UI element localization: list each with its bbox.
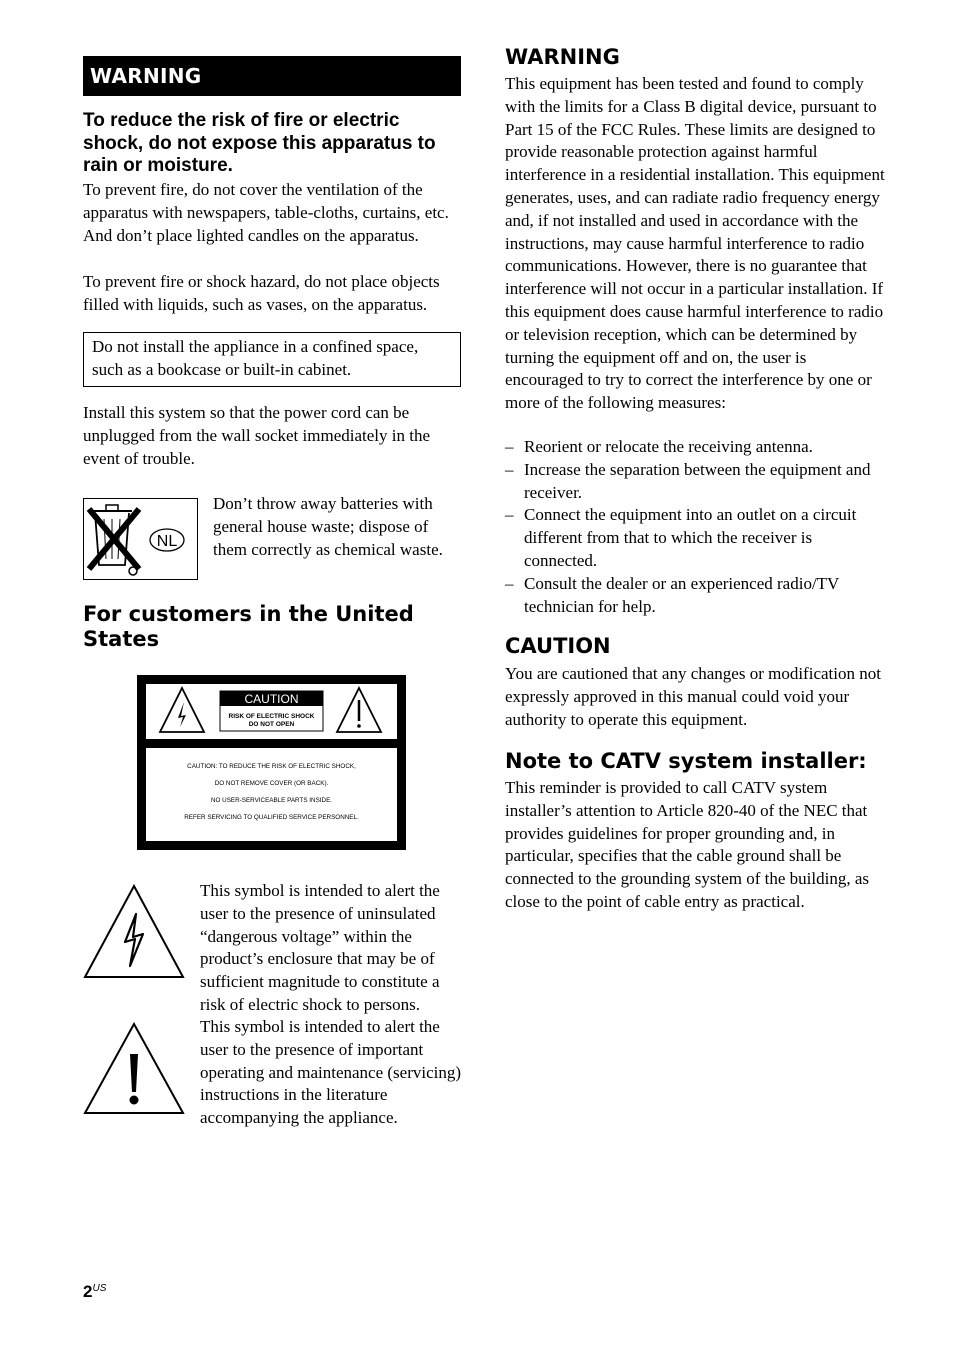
fcc-warning-heading: WARNING — [505, 45, 620, 69]
fcc-warning-text: This equipment has been tested and found to comply with the limits for a Class B digital device, pursuant to Part 15 of the FCC Rules. These limits are designed to provide reasonable protection against harmful interference in a residential installation. This equipment generates, uses, and can radiate radio frequency energy and, if not installed and used in accordance with the instructions, may cause harmful interference to radio communications. However, there is no guarantee that interference will not occur in a particular installation. If this equipment does cause harmful interference to radio or television reception, which can be determined by turning the equipment off and on, the user is encouraged to try to correct the interference by one or more of the following measures: — [505, 74, 885, 413]
liquids-paragraph: To prevent fire or shock hazard, do not place objects filled with liquids, such as vases, on the apparatus. — [83, 272, 440, 314]
label-line-3: NO USER-SERVICEABLE PARTS INSIDE. — [210, 797, 333, 804]
label-line-2: DO NOT REMOVE COVER (OR BACK). — [214, 780, 329, 787]
page-number: $2^{US}$ — [83, 1282, 107, 1301]
power-cord-paragraph: Install this system so that the power cord can be unplugged from the wall socket immediately in the event of trouble. — [83, 403, 430, 468]
battery-disposal-text: Don’t throw away batteries with general house waste; dispose of them correctly as chemical waste. — [213, 494, 443, 559]
list-item: – Increase the separation between the equipment and receiver. — [505, 459, 871, 502]
caution-heading: CAUTION — [505, 634, 611, 658]
caution-label-graphic — [137, 675, 406, 850]
interference-measures-list — [505, 436, 885, 618]
list-item: – Reorient or relocate the receiving antenna. — [505, 437, 813, 456]
list-item: – Consult the dealer or an experienced radio/TV technician for help. — [505, 573, 840, 616]
label-risk-text: RISK OF ELECTRIC SHOCK — [228, 713, 315, 720]
catv-heading: Note to CATV system installer: — [505, 749, 867, 773]
ventilation-paragraph: To prevent fire, do not cover the ventilation of the apparatus with newspapers, table-cloths, curtains, etc. And don’t place lighted candles on the apparatus. — [83, 180, 449, 245]
list-item: – Connect the equipment into an outlet on a circuit different from that to which the receiver is connected. — [505, 505, 857, 570]
label-do-not-open: DO NOT OPEN — [248, 721, 295, 728]
page-number-suffix: US — [92, 1283, 107, 1294]
crossed-bin-icon — [83, 498, 198, 580]
catv-text: This reminder is provided to call CATV system installer’s attention to Article 820-40 of the NEC that provides guidelines for proper grounding and, in particular, specifies that the cable ground shall be connected to the grounding system of the building, as close to the point of cable entry as practical. — [505, 778, 870, 911]
confined-space-note: Do not install the appliance in a confined space, such as a bookcase or built-in cabinet. — [83, 332, 461, 387]
fire-shock-subheading: To reduce the risk of fire or electric shock, do not expose this apparatus to rain or moisture. — [83, 110, 436, 176]
label-line-4: REFER SERVICING TO QUALIFIED SERVICE PERSONNEL. — [184, 814, 359, 821]
label-line-1: CAUTION: TO REDUCE THE RISK OF ELECTRIC SHOCK, — [187, 763, 356, 770]
instructions-symbol-text: This symbol is intended to alert the user to the presence of important operating and maintenance (servicing) instructions in the literature accompanying the appliance. — [200, 1017, 462, 1128]
battery-nl-label: NL — [156, 533, 178, 550]
us-customers-heading: For customers in the United States — [83, 602, 414, 651]
warning-banner: WARNING — [83, 56, 461, 96]
lightning-warning-icon — [83, 884, 185, 979]
exclamation-warning-icon — [83, 1022, 185, 1115]
label-caution-title: CAUTION — [244, 692, 299, 706]
caution-text: You are cautioned that any changes or modification not expressly approved in this manual could void your authority to operate this equipment. — [505, 664, 881, 729]
voltage-symbol-text: This symbol is intended to alert the user to the presence of uninsulated “dangerous voltage” within the product’s enclosure that may be of sufficient magnitude to constitute a risk of electric shock to persons. — [200, 881, 440, 1014]
